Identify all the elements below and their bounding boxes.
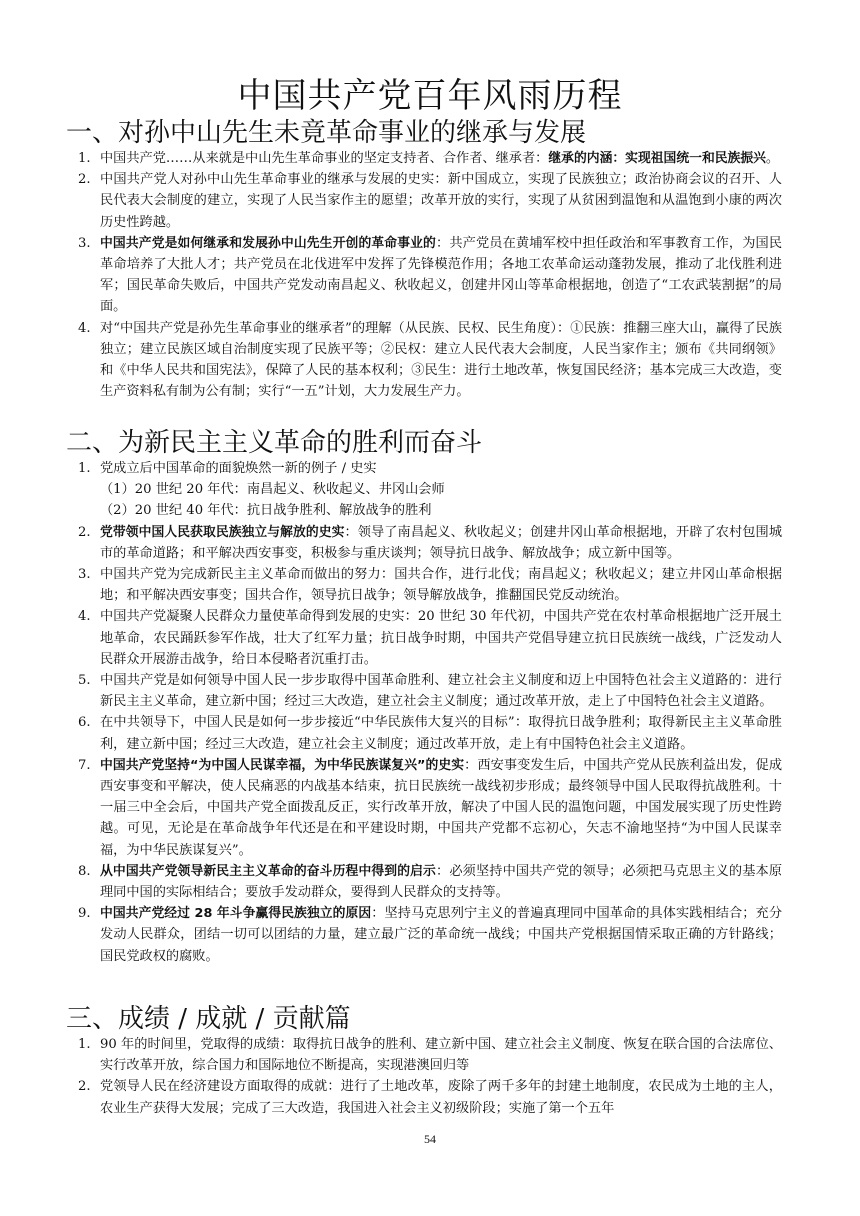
item-number: 2. [78,172,91,188]
item-number: 5. [78,673,91,689]
section-1-list [66,148,782,402]
item-text: 对“中国共产党是孙先生革命事业的继承者”的理解（从民族、民权、民生角度）：①民族：推翻三座大山，赢得了民族独立；建立民族区域自治制度实现了民族平等；②民权：建立人民代表大会制度，人民当家作主；颁布《共同纲领》和《中华人民共和国宪法》，保障了人民的基本权利；③民生：进行土地改革，恢复国民经济；基本完成三大改造，变生产资料私有制为公有制；实行“一五”计划，大力发展生产力。 [100,320,782,400]
item-text: ：西安事变发生后，中国共产党从民族利益出发，促成西安事变和平解决，使人民痛恶的内战基本结束，抗日民族统一战线初步形成；最终领导中国人民取得抗战胜利。十一届三中全会后，中国共产党全面拨乱反正，实行改革开放，解决了中国人民的温饱问题，中国发展实现了历史性跨越。可见，无论是在革命战争年代还是在和平建设时期，中国共产党都不忘初心，矢志不渝地坚持“为中国人民谋幸福，为中华民族谋复兴”。 [100,757,783,858]
list-item [66,148,782,169]
item-text: 中国共产党……从来就是中山先生革命事业的坚定支持者、合作者、继承者： [100,151,549,166]
item-bold-lead: 中国共产党是如何继承和发展孙中山先生开创的革命事业的 [100,235,436,251]
list-item [66,1076,782,1118]
item-number: 1. [78,1037,91,1052]
list-item [66,606,782,670]
item-number: 2. [78,1079,91,1095]
list-item [66,458,782,522]
item-text: 党领导人民在经济建设方面取得的成就：进行了土地改革，废除了两千多年的封建土地制度，农民成为土地的主人，农业生产获得大发展；完成了三大改造，我国进入社会主义初级阶段；实施了第一个五年 [100,1079,782,1116]
sub-item: （1）20 世纪 20 年代：南昌起义、秋收起义、井冈山会师 [100,482,445,498]
list-item [66,670,782,712]
item-bold-tail: 继承的内涵：实现祖国统一和民族振兴 [548,151,766,166]
list-item [66,1034,782,1076]
item-number: 1. [78,151,91,166]
item-number: 7. [78,757,91,773]
list-item [66,861,782,903]
item-number: 6. [78,715,91,731]
item-number: 4. [78,609,91,625]
list-item [66,755,782,861]
item-text: 在中共领导下，中国人民是如何一步步接近“中华民族伟大复兴的目标”：取得抗日战争胜利；取得新民主主义革命胜利，建立新中国；经过三大改造，建立社会主义制度；通过改革开放，走上有中国特色社会主义道路。 [100,715,782,752]
item-number: 3. [78,567,91,583]
list-item [66,318,782,403]
list-item [66,522,782,564]
item-bold-lead: 中国共产党坚持“为中国人民谋幸福，为中华民族谋复兴”的史实 [100,757,465,773]
list-item [66,903,782,967]
item-tail: 。 [765,151,780,166]
item-bold-lead: 党带领中国人民获取民族独立与解放的史实 [100,524,345,540]
item-text: 中国共产党为完成新民主主义革命而做出的努力：国共合作，进行北伐；南昌起义；秋收起义；建立井冈山革命根据地；和平解决西安事变；国共合作，领导抗日战争；领导解放战争，推翻国民党反动统治。 [100,567,782,604]
item-text: 中国共产党人对孙中山先生革命事业的继承与发展的史实：新中国成立，实现了民族独立；政治协商会议的召开、人民代表大会制度的建立，实现了人民当家作主的愿望；改革开放的实行，实现了从贫困到温饱和从温饱到小康的两次历史性跨越。 [100,172,782,230]
item-number: 2. [78,524,91,540]
list-item [66,233,782,318]
list-item [66,169,782,233]
item-number: 1. [78,461,91,476]
section-2-list [66,458,782,967]
page-number: 54 [424,1132,436,1146]
item-bold-lead: 从中国共产党领导新民主主义革命的奋斗历程中得到的启示 [100,863,436,879]
section-3-list [66,1034,782,1119]
item-text: 党成立后中国革命的面貌焕然一新的例子 / 史实 [100,461,377,476]
item-number: 3. [78,235,91,251]
section-heading-2: 二、为新民主主义革命的胜利而奋斗 [66,428,483,458]
list-item [66,712,782,754]
item-text: ：共产党员在黄埔军校中担任政治和军事教育工作，为国民革命培养了大批人才；共产党员在北伐进军中发挥了先锋模范作用；各地工农革命运动蓬勃发展，推动了北伐胜利进军；国民革命失败后，中国共产党发动南昌起义、秋收起义，创建井冈山等革命根据地，创造了“工农武装割据”的局面。 [100,235,783,315]
item-text: ：坚持马克思列宁主义的普遍真理同中国革命的具体实践相结合；充分发动人民群众，团结一切可以团结的力量，建立最广泛的革命统一战线；中国共产党根据国情采取正确的方针路线；国民党政权的腐败。 [100,906,783,964]
section-heading-3: 三、成绩 / 成就 / 贡献篇 [66,1004,351,1034]
item-text: ：必须坚持中国共产党的领导；必须把马克思主义的基本原理同中国的实际相结合；要放手发动群众，要得到人民群众的支持等。 [100,863,783,901]
item-text: ：领导了南昌起义、秋收起义；创建井冈山革命根据地，开辟了农村包围城市的革命道路；和平解决西安事变，积极参与重庆谈判；领导抗日战争、解放战争；成立新中国等。 [100,524,783,561]
item-number: 9. [78,906,91,922]
item-text: 90 年的时间里，党取得的成绩：取得抗日战争的胜利、建立新中国、建立社会主义制度、恢复在联合国的合法席位、实行改革开放，综合国力和国际地位不断提高，实现港澳回归等 [100,1037,782,1074]
item-number: 4. [78,320,91,336]
list-item [66,564,782,606]
item-text: 中国共产党是如何领导中国人民一步步取得中国革命胜利、建立社会主义制度和迈上中国特色社会主义道路的：进行新民主主义革命，建立新中国；经过三大改造，建立社会主义制度；通过改革开放，走上了中国特色社会主义道路。 [100,673,782,710]
section-heading-1: 一、对孙中山先生未竟革命事业的继承与发展 [66,118,587,148]
item-text: 中国共产党凝聚人民群众力量使革命得到发展的史实：20 世纪 30 年代初，中国共产党在农村革命根据地广泛开展土地革命，农民踊跃参军作战，壮大了红军力量；抗日战争时期，中国共产党倡导建立抗日民族统一战线，广泛发动人民群众开展游击战争，给日本侵略者沉重打击。 [100,609,782,667]
item-number: 8. [78,863,91,879]
sub-item: （2）20 世纪 40 年代：抗日战争胜利、解放战争的胜利 [100,503,432,519]
page-title: 中国共产党百年风雨历程 [237,76,623,116]
item-bold-lead: 中国共产党经过 28 年斗争赢得民族独立的原因 [100,906,372,922]
